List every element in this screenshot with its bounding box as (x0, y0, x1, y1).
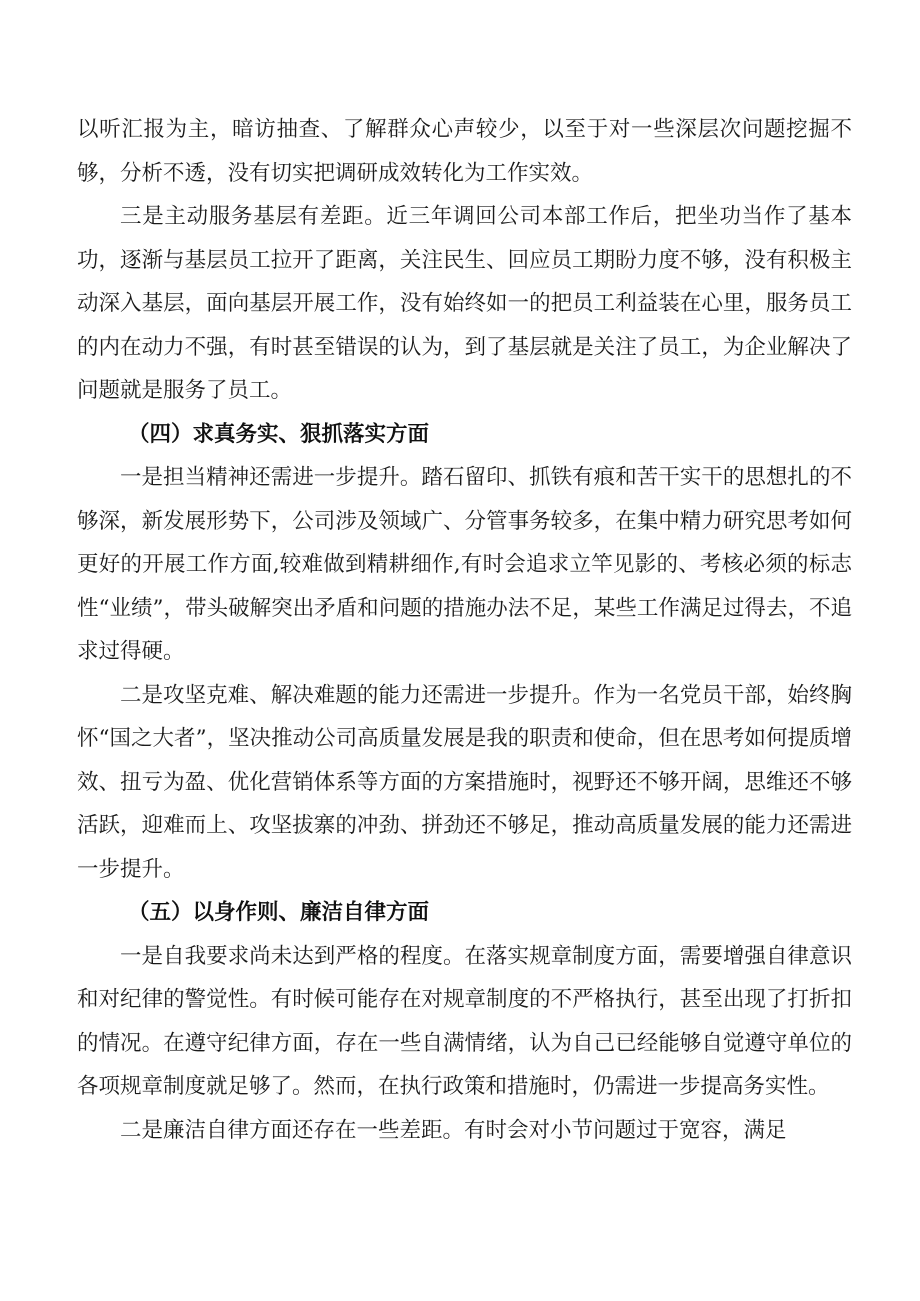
section-heading-five: （五）以身作则、廉洁自律方面 (128, 900, 430, 925)
paragraph-problem-solving-ability: 二是攻坚克难、解决难题的能力还需进一步提升。作为一名党员干部，始终胸怀“国之大者”，坚决推动公司高质量发展是我的职责和使命，但在思考如何提质增效、扭亏为盈、优化营销体系等方面的方案措施时，视野还不够开阔，思维还不够活跃，迎难而上、攻坚拔寨的冲劲、拼劲还不够足，推动高质量发展的能力还需进一步提升。 (77, 682, 852, 882)
paragraph-research-continuation: 以听汇报为主，暗访抽查、了解群众心声较少，以至于对一些深层次问题挖掘不够，分析不透，没有切实把调研成效转化为工作实效。 (77, 117, 852, 186)
paragraph-integrity-gap: 二是廉洁自律方面还存在一些差距。有时会对小节问题过于宽容，满足 (120, 1117, 787, 1143)
paragraph-responsibility-spirit: 一是担当精神还需进一步提升。踏石留印、抓铁有痕和苦干实干的思想扎的不够深，新发展形势下，公司涉及领域广、分管事务较多，在集中精力研究思考如何更好的开展工作方面,较难做到精耕细作,有时会追求立竿见影的、考核必须的标志性“业绩”，带头破解突出矛盾和问题的措施办法不足，某些工作满足过得去，不追求过得硬。 (77, 465, 852, 664)
section-heading-four: （四）求真务实、狠抓落实方面 (128, 421, 430, 447)
paragraph-serve-grassroots: 三是主动服务基层有差距。近三年调回公司本部工作后，把坐功当作了基本功，逐渐与基层员工拉开了距离，关注民生、回应员工期盼力度不够，没有积极主动深入基层，面向基层开展工作，没有始终如一的把员工利益装在心里，服务员工的内在动力不强，有时甚至错误的认为，到了基层就是关注了员工，为企业解决了问题就是服务了员工。 (77, 204, 852, 403)
document-body (77, 108, 852, 1152)
paragraph-self-discipline: 一是自我要求尚未达到严格的程度。在落实规章制度方面，需要增强自律意识和对纪律的警觉性。有时候可能存在对规章制度的不严格执行，甚至出现了打折扣的情况。在遵守纪律方面，存在一些自满情绪，认为自己已经能够自觉遵守单位的各项规章制度就足够了。然而，在执行政策和措施时，仍需进一步提高务实性。 (77, 943, 852, 1099)
